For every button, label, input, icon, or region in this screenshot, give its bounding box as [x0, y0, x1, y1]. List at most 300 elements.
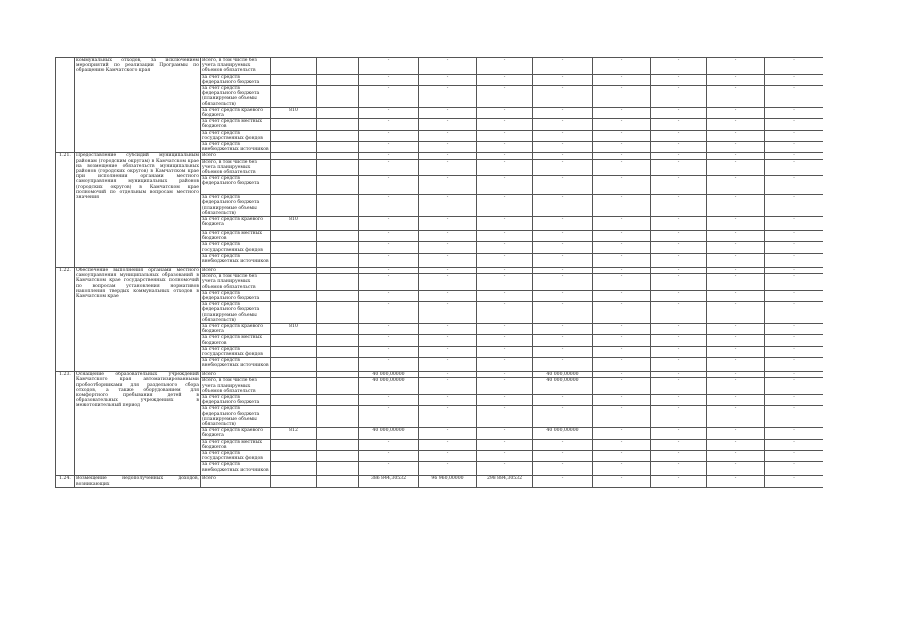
amount-cell: -	[707, 450, 765, 461]
amount-cell: -	[533, 176, 593, 195]
amount-cell: -	[359, 267, 419, 273]
amount-cell: -	[707, 378, 765, 395]
funding-source: за счет средств внебюджетных источников	[201, 358, 271, 372]
amount-cell: -	[359, 406, 419, 428]
amount-cell: -	[359, 335, 419, 346]
funding-source: Всего	[201, 476, 271, 487]
amount-cell: -	[765, 323, 824, 334]
amount-cell	[317, 462, 359, 476]
amount-cell: -	[359, 439, 419, 450]
budget-code: 810	[271, 323, 317, 334]
amount-cell: -	[533, 86, 593, 108]
amount-cell: -	[593, 428, 651, 439]
amount-cell: -	[651, 323, 707, 334]
amount-cell: -	[765, 476, 824, 487]
budget-code: 810	[271, 107, 317, 118]
amount-cell: -	[359, 153, 419, 159]
amount-cell: -	[359, 394, 419, 405]
amount-cell: -	[707, 86, 765, 108]
amount-cell: -	[593, 439, 651, 450]
amount-cell: -	[533, 253, 593, 267]
budget-code	[271, 358, 317, 372]
funding-source: за счет средств государственных фондов	[201, 450, 271, 461]
amount-cell: -	[533, 439, 593, 450]
amount-cell: -	[593, 119, 651, 130]
budget-code	[271, 346, 317, 357]
amount-cell: -	[707, 119, 765, 130]
amount-cell: -	[765, 86, 824, 108]
amount-cell: -	[533, 290, 593, 301]
amount-cell	[317, 253, 359, 267]
amount-cell	[317, 346, 359, 357]
amount-cell: -	[593, 86, 651, 108]
budget-code	[271, 74, 317, 85]
item-description: Предоставление субсидий муниципальным районам (городским округам) в Камчатском крае на возмещение обязательств муниципальных районов (городских округов) в Камчатском крае при исполнении органами местного самоуправления муниципальных районов (городских округов) в Камчатском крае полномочий по отдельным вопросам местного значения	[75, 153, 201, 267]
amount-cell: -	[533, 142, 593, 153]
amount-cell: -	[707, 290, 765, 301]
amount-cell: -	[419, 439, 477, 450]
amount-cell: -	[419, 335, 477, 346]
amount-cell: -	[651, 231, 707, 242]
amount-cell: -	[419, 394, 477, 405]
budget-code	[271, 159, 317, 176]
amount-cell: -	[593, 253, 651, 267]
amount-cell: -	[477, 346, 533, 357]
amount-cell: -	[477, 58, 533, 75]
amount-cell: -	[359, 58, 419, 75]
amount-cell: -	[359, 130, 419, 141]
amount-cell: -	[765, 462, 824, 476]
funding-source: Всего, в том числе без учета планируемых объемов обязательств	[201, 274, 271, 291]
amount-cell: -	[593, 176, 651, 195]
amount-cell: -	[477, 195, 533, 217]
amount-cell: -	[359, 119, 419, 130]
amount-cell: -	[477, 302, 533, 324]
amount-cell: -	[533, 323, 593, 334]
amount-cell: -	[651, 378, 707, 395]
funding-source: за счет средств федерального бюджета	[201, 394, 271, 405]
amount-cell: -	[477, 378, 533, 395]
budget-code	[271, 302, 317, 324]
amount-cell: -	[359, 253, 419, 267]
amount-cell: -	[765, 231, 824, 242]
amount-cell: -	[477, 394, 533, 405]
amount-cell: -	[765, 153, 824, 159]
amount-cell: -	[765, 274, 824, 291]
amount-cell: -	[477, 159, 533, 176]
amount-cell: -	[651, 195, 707, 217]
funding-source: за счет средств государственных фондов	[201, 346, 271, 357]
amount-cell	[317, 335, 359, 346]
table-row	[56, 476, 824, 487]
amount-cell: -	[593, 74, 651, 85]
amount-cell: -	[707, 406, 765, 428]
amount-cell: -	[707, 153, 765, 159]
amount-cell: -	[359, 358, 419, 372]
amount-cell: 96 960,00000	[419, 476, 477, 487]
amount-cell: -	[593, 378, 651, 395]
amount-cell: -	[359, 74, 419, 85]
funding-source: за счет средств внебюджетных источников	[201, 253, 271, 267]
amount-cell: -	[707, 372, 765, 378]
amount-cell	[317, 406, 359, 428]
amount-cell: -	[593, 335, 651, 346]
amount-cell: -	[419, 86, 477, 108]
budget-table-page	[55, 57, 823, 610]
amount-cell: -	[765, 372, 824, 378]
amount-cell: 40 000,00000	[359, 372, 419, 378]
funding-source: за счет средств внебюджетных источников	[202, 142, 269, 153]
budget-code	[271, 476, 317, 487]
amount-cell: -	[765, 378, 824, 395]
amount-cell: -	[533, 462, 593, 476]
amount-cell: -	[651, 290, 707, 301]
amount-cell: -	[533, 302, 593, 324]
amount-cell: -	[419, 378, 477, 395]
item-number	[56, 58, 75, 153]
amount-cell: -	[593, 450, 651, 461]
amount-cell: -	[419, 450, 477, 461]
amount-cell: -	[651, 74, 707, 85]
budget-code	[271, 450, 317, 461]
amount-cell: -	[419, 217, 477, 231]
amount-cell: -	[419, 142, 477, 153]
amount-cell: -	[593, 346, 651, 357]
amount-cell: -	[477, 335, 533, 346]
amount-cell: -	[765, 450, 824, 461]
amount-cell: -	[765, 242, 824, 253]
amount-cell: -	[477, 267, 533, 273]
amount-cell: -	[707, 130, 765, 141]
amount-cell: -	[765, 346, 824, 357]
amount-cell: -	[419, 107, 477, 118]
amount-cell: 40 000,00000	[359, 428, 419, 439]
amount-cell	[317, 176, 359, 195]
funding-source: за счет средств внебюджетных источников	[201, 462, 271, 476]
amount-cell: -	[359, 323, 419, 334]
amount-cell: -	[593, 406, 651, 428]
amount-cell	[317, 119, 359, 130]
amount-cell: -	[533, 153, 593, 159]
amount-cell: -	[593, 58, 651, 75]
amount-cell: -	[765, 176, 824, 195]
amount-cell: -	[765, 267, 824, 273]
amount-cell: -	[707, 274, 765, 291]
amount-cell: -	[419, 302, 477, 324]
amount-cell: -	[359, 176, 419, 195]
amount-cell: -	[651, 274, 707, 291]
amount-cell: -	[651, 335, 707, 346]
amount-cell: -	[765, 130, 824, 141]
amount-cell: -	[359, 195, 419, 217]
item-description: Обеспечение выполнения органами местного самоуправления муниципальных образований в Камчатском крае государственных полномочий по вопросам установления нормативов накопления твердых коммунальных отходов в Камчатском крае	[75, 267, 201, 371]
item-description: коммунальных отходов, за исключением мероприятий по реализации Программы по обращению Камчатского края	[75, 58, 201, 153]
amount-cell: -	[533, 231, 593, 242]
amount-cell: -	[765, 74, 824, 85]
amount-cell	[317, 130, 359, 141]
funding-source: за счет средств краевого бюджета	[201, 107, 271, 118]
amount-cell: -	[533, 346, 593, 357]
amount-cell: -	[359, 290, 419, 301]
funding-source: за счет средств федерального бюджета (планируемые объемы обязательств)	[201, 302, 271, 324]
amount-cell: -	[593, 217, 651, 231]
amount-cell: -	[707, 335, 765, 346]
funding-source: Всего	[201, 153, 271, 159]
amount-cell: -	[477, 462, 533, 476]
amount-cell: -	[359, 107, 419, 118]
amount-cell: -	[593, 476, 651, 487]
amount-cell: -	[419, 372, 477, 378]
amount-cell: -	[707, 358, 765, 372]
amount-cell: -	[651, 358, 707, 372]
amount-cell: -	[707, 428, 765, 439]
amount-cell: -	[419, 130, 477, 141]
amount-cell: -	[593, 231, 651, 242]
amount-cell: -	[651, 119, 707, 130]
funding-source: Всего	[201, 372, 271, 378]
amount-cell: -	[651, 439, 707, 450]
amount-cell: -	[765, 58, 824, 75]
amount-cell: -	[651, 107, 707, 118]
amount-cell: -	[419, 253, 477, 267]
funding-source: за счет средств краевого бюджета	[201, 428, 271, 439]
item-number: 1.22.	[56, 267, 75, 371]
item-description: Возмещение недополученных доходов, возникающих	[76, 476, 199, 487]
amount-cell: -	[593, 153, 651, 159]
budget-code	[271, 119, 317, 130]
amount-cell: -	[419, 119, 477, 130]
amount-cell: -	[533, 119, 593, 130]
amount-cell: -	[593, 274, 651, 291]
budget-code	[271, 406, 317, 428]
budget-code	[271, 439, 317, 450]
budget-code	[271, 274, 317, 291]
funding-source: за счет средств краевого бюджета	[201, 217, 271, 231]
amount-cell: -	[419, 290, 477, 301]
amount-cell: -	[707, 195, 765, 217]
amount-cell: -	[359, 462, 419, 476]
amount-cell: -	[707, 142, 765, 153]
amount-cell: -	[651, 394, 707, 405]
amount-cell: -	[707, 176, 765, 195]
amount-cell	[317, 290, 359, 301]
amount-cell: 40 000,00000	[533, 428, 593, 439]
amount-cell: -	[359, 242, 419, 253]
amount-cell	[317, 159, 359, 176]
funding-source: за счет средств федерального бюджета	[201, 176, 271, 195]
funding-source: Всего, в том числе без учета планируемых объемов обязательств	[201, 159, 271, 176]
amount-cell: -	[533, 130, 593, 141]
amount-cell: -	[765, 195, 824, 217]
amount-cell: -	[707, 462, 765, 476]
budget-code	[271, 462, 317, 476]
funding-source: Всего, в том числе без учета планируемых объемов обязательств	[201, 378, 271, 395]
amount-cell: -	[593, 372, 651, 378]
amount-cell: -	[477, 290, 533, 301]
amount-cell: -	[651, 346, 707, 357]
amount-cell: -	[651, 217, 707, 231]
amount-cell: -	[765, 335, 824, 346]
amount-cell: -	[651, 86, 707, 108]
amount-cell	[317, 394, 359, 405]
amount-cell: -	[533, 358, 593, 372]
funding-source: за счет средств федерального бюджета	[201, 290, 271, 301]
amount-cell: -	[477, 74, 533, 85]
amount-cell: -	[533, 406, 593, 428]
item-description: Оснащение образовательных учреждений Камчатского края автоматизированными пробоотборниками для раздельного сбора отходов, а также оборудованием для комфортного пребывания детей в образовательных учреждениях в межотопительный период	[75, 372, 201, 476]
item-number: 1.24.	[56, 476, 75, 487]
amount-cell: -	[419, 195, 477, 217]
amount-cell: -	[765, 142, 824, 153]
amount-cell: -	[533, 242, 593, 253]
amount-cell: -	[707, 302, 765, 324]
amount-cell: -	[359, 217, 419, 231]
amount-cell: -	[477, 142, 533, 153]
amount-cell: -	[419, 58, 477, 75]
amount-cell: -	[359, 159, 419, 176]
amount-cell: -	[477, 231, 533, 242]
amount-cell: -	[533, 107, 593, 118]
amount-cell: -	[593, 302, 651, 324]
amount-cell: -	[765, 406, 824, 428]
amount-cell: -	[651, 153, 707, 159]
amount-cell	[317, 378, 359, 395]
budget-code	[271, 58, 317, 75]
amount-cell: -	[533, 217, 593, 231]
amount-cell: -	[651, 428, 707, 439]
amount-cell: -	[533, 58, 593, 75]
amount-cell: -	[593, 242, 651, 253]
amount-cell: -	[533, 394, 593, 405]
amount-cell: -	[651, 176, 707, 195]
amount-cell	[317, 302, 359, 324]
amount-cell: -	[477, 176, 533, 195]
amount-cell: -	[707, 476, 765, 487]
amount-cell: -	[477, 153, 533, 159]
amount-cell: -	[765, 253, 824, 267]
amount-cell: -	[477, 323, 533, 334]
amount-cell: -	[477, 358, 533, 372]
funding-source: за счет средств государственных фондов	[201, 130, 271, 141]
amount-cell: -	[651, 267, 707, 273]
amount-cell	[317, 450, 359, 461]
amount-cell: -	[477, 217, 533, 231]
amount-cell: -	[651, 406, 707, 428]
amount-cell: 40 000,00000	[359, 378, 419, 395]
amount-cell: -	[419, 231, 477, 242]
amount-cell: -	[419, 267, 477, 273]
funding-source: Всего	[201, 267, 271, 273]
amount-cell: -	[707, 74, 765, 85]
amount-cell	[317, 323, 359, 334]
amount-cell: 40 000,00000	[533, 372, 593, 378]
amount-cell: -	[593, 290, 651, 301]
funding-source: за счет средств местных бюджетов	[201, 335, 271, 346]
amount-cell: -	[707, 253, 765, 267]
amount-cell: -	[533, 195, 593, 217]
table-row	[56, 58, 824, 75]
amount-cell: -	[477, 242, 533, 253]
amount-cell	[317, 195, 359, 217]
funding-source: за счет средств федерального бюджета (планируемые объемы обязательств)	[201, 86, 271, 108]
amount-cell	[317, 107, 359, 118]
amount-cell: -	[707, 217, 765, 231]
amount-cell	[317, 74, 359, 85]
amount-cell: -	[765, 290, 824, 301]
amount-cell: -	[419, 274, 477, 291]
amount-cell: -	[359, 346, 419, 357]
funding-source: за счет средств федерального бюджета (планируемые объемы обязательств)	[201, 406, 271, 428]
amount-cell: -	[419, 74, 477, 85]
amount-cell	[317, 242, 359, 253]
amount-cell: -	[359, 274, 419, 291]
amount-cell: -	[477, 274, 533, 291]
amount-cell: -	[359, 86, 419, 108]
amount-cell: -	[765, 107, 824, 118]
amount-cell: -	[359, 450, 419, 461]
amount-cell: -	[707, 242, 765, 253]
amount-cell: -	[593, 323, 651, 334]
amount-cell: -	[477, 428, 533, 439]
amount-cell: -	[707, 439, 765, 450]
funding-source: за счет средств федерального бюджета (планируемые объемы обязательств)	[201, 195, 271, 217]
budget-code	[271, 253, 317, 267]
amount-cell: -	[477, 253, 533, 267]
amount-cell: -	[533, 450, 593, 461]
budget-code	[271, 86, 317, 108]
funding-source: Всего, в том числе без учета планируемых объемов обязательств	[201, 58, 271, 75]
amount-cell: -	[765, 159, 824, 176]
funding-source: за счет средств государственных фондов	[201, 242, 271, 253]
amount-cell: -	[419, 406, 477, 428]
amount-cell: -	[419, 159, 477, 176]
funding-source: за счет средств федерального бюджета	[201, 74, 271, 85]
item-number: 1.21.	[56, 153, 75, 267]
amount-cell: -	[765, 358, 824, 372]
amount-cell: -	[651, 462, 707, 476]
budget-code	[271, 378, 317, 395]
amount-cell	[317, 476, 359, 487]
amount-cell: -	[477, 119, 533, 130]
amount-cell: 40 000,00000	[533, 378, 593, 395]
amount-cell: -	[765, 428, 824, 439]
amount-cell	[317, 428, 359, 439]
budget-code	[271, 142, 317, 153]
amount-cell: -	[651, 450, 707, 461]
amount-cell: -	[593, 159, 651, 176]
amount-cell: -	[651, 302, 707, 324]
funding-source: за счет средств местных бюджетов	[201, 439, 271, 450]
amount-cell: -	[419, 346, 477, 357]
amount-cell: -	[651, 130, 707, 141]
amount-cell: -	[419, 176, 477, 195]
amount-cell: -	[593, 107, 651, 118]
budget-code: 812	[271, 428, 317, 439]
budget-code	[271, 394, 317, 405]
amount-cell: -	[651, 58, 707, 75]
budget-code: 810	[271, 217, 317, 231]
amount-cell: -	[533, 267, 593, 273]
amount-cell: -	[419, 153, 477, 159]
amount-cell: -	[707, 346, 765, 357]
amount-cell: -	[593, 142, 651, 153]
amount-cell: -	[765, 439, 824, 450]
amount-cell: -	[533, 74, 593, 85]
amount-cell: -	[593, 130, 651, 141]
amount-cell: 386 844,30532	[359, 476, 419, 487]
amount-cell: -	[707, 159, 765, 176]
amount-cell: -	[651, 372, 707, 378]
